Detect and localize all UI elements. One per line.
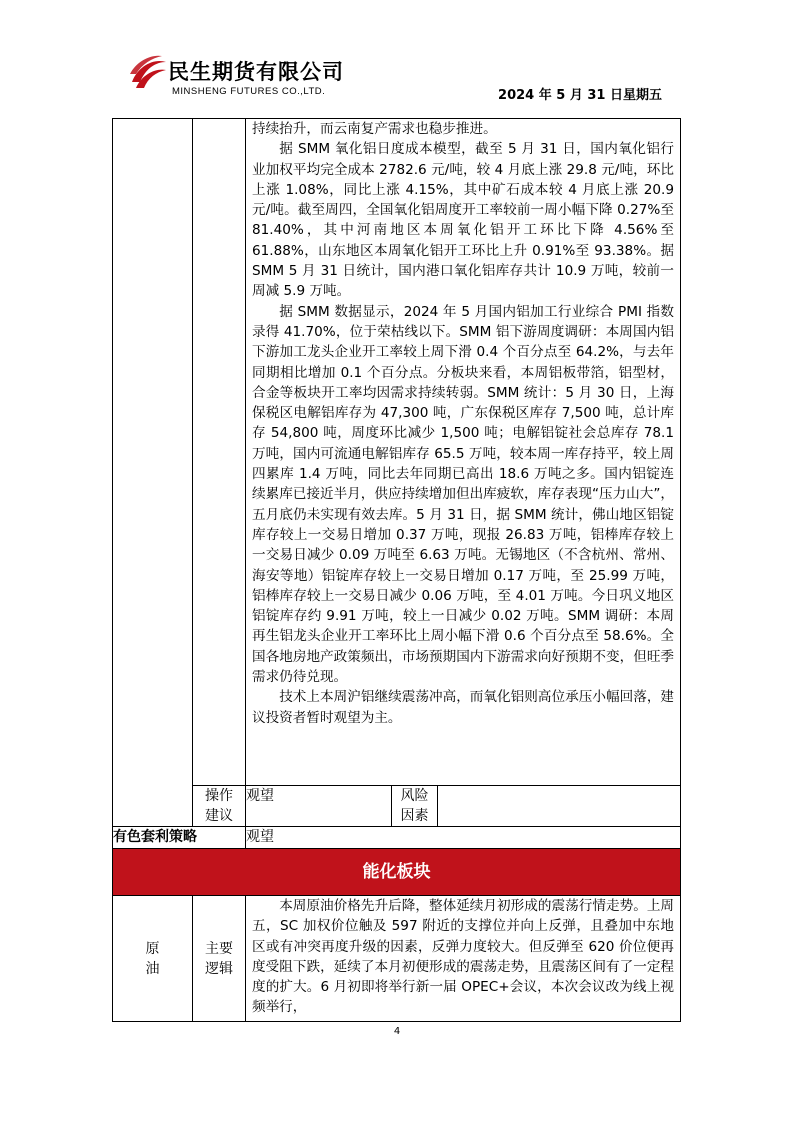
operation-label: 操作建议 bbox=[193, 786, 246, 827]
page-number: 4 bbox=[393, 1026, 401, 1037]
crude-oil-analysis-cell bbox=[246, 896, 681, 1022]
operation-value: 观望 bbox=[246, 786, 392, 827]
crude-oil-row bbox=[113, 896, 681, 1022]
arbitrage-label: 有色套利策略 bbox=[113, 827, 246, 849]
arbitrage-value: 观望 bbox=[246, 827, 681, 849]
energy-section-title: 能化板块 bbox=[113, 849, 681, 896]
risk-value bbox=[438, 786, 681, 827]
aluminum-analysis-cell bbox=[246, 119, 681, 786]
brand-name-cn: 民生期货有限公司 bbox=[168, 60, 344, 84]
report-date: 2024 年 5 月 31 日星期五 bbox=[498, 88, 662, 103]
aluminum-paragraph: 据 SMM 氧化铝日度成本模型，截至 5 月 31 日，国内氧化铝行业加权平均完全成本 2782.6 元/吨，较 4 月底上涨 29.8 元/吨，环比上涨 1.08%，同比上涨 4.15%，其中矿石成本较 4 月底上涨 20.9 元/吨。截至周四，全国氧化铝周度开工率较前一周小幅下降 0.27%至 81.40%，其中河南地区本周氧化铝开工环比下降 4.56%至 61.88%，山东地区本周氧化铝开工环比上升 0.91%至 93.38%。据 SMM 5 月 31 日统计，国内港口氧化铝库存共计 10.9 万吨，较前一周减 5.9 万吨。 bbox=[252, 141, 675, 300]
commodity-cell-empty bbox=[113, 119, 193, 827]
crude-oil-label bbox=[113, 896, 193, 1022]
main-logic-text: 主要逻辑 bbox=[205, 940, 233, 977]
aluminum-paragraph: 技术上本周沪铝继续震荡冲高，而氧化铝则高位承压小幅回落，建议投资者暂时观望为主。 bbox=[252, 689, 675, 726]
logic-label-cell-empty bbox=[193, 119, 246, 786]
aluminum-paragraph: 据 SMM 数据显示，2024 年 5 月国内铝加工行业综合 PMI 指数录得 41.70%，位于荣枯线以下。SMM 铝下游周度调研：本周国内铝下游加工龙头企业开工率较上周下滑 0.4 个百分点至 64.2%，与去年同期相比增加 0.1 个百分点。分板块来看，本周铝板带箔，铝型材，合金等板块开工率均因需求持续转弱。SMM 统计：5 月 30 日，上海保税区电解铝库存为 47,300 吨，广东保税区库存 7,500 吨，总计库存 54,800 吨，周度环比减少 1,500 吨；电解铝锭社会总库存 78.1 万吨，国内可流通电解铝库存 65.5 万吨，较本周一库存持平，较上周四累库 1.4 万吨，同比去年同期已高出 18.6 万吨之多。国内铝锭连续累库已接近半月，供应持续增加但出库疲软，库存表现“压力山大”，五月底仍未实现有效去库。5 月 31 日，据 SMM 统计，佛山地区铝锭库存较上一交易日增加 0.37 万吨，现报 26.83 万吨，铝棒库存较上一交易日减少 0.09 万吨至 6.63 万吨。无锡地区（不含杭州、常州、海安等地）铝锭库存较上一交易日增加 0.17 万吨，至 25.99 万吨，铝棒库存较上一交易日减少 0.06 万吨，至 4.01 万吨。今日巩义地区铝锭库存约 9.91 万吨，较上一日减少 0.02 万吨。SMM 调研：本周再生铝龙头企业开工率环比上周小幅下滑 0.6 个百分点至 58.6%。全国各地房地产政策频出，市场预期国内下游需求向好预期不变，但旺季需求仍待兑现。 bbox=[252, 303, 675, 686]
operation-row bbox=[113, 786, 681, 827]
page-header bbox=[0, 0, 794, 110]
strategy-table bbox=[112, 118, 681, 1022]
main-logic-label bbox=[193, 896, 246, 1022]
aluminum-paragraph: 持续抬升，而云南复产需求也稳步推进。 bbox=[252, 121, 497, 137]
crude-oil-paragraph: 本周原油价格先升后降，整体延续月初形成的震荡行情走势。上周五，SC 加权价位触及 597 附近的支撑位并向上反弹，且叠加中东地区或有冲突再度升级的因素，反弹力度较大。但反弹至 620 价位便再度受阻下跌，延续了本月初便形成的震荡走势，且震荡区间有了一定程度的扩大。6 月初即将举行新一届 OPEC+会议，本次会议改为线上视频举行， bbox=[252, 898, 675, 1016]
risk-label: 风险因素 bbox=[392, 786, 438, 827]
minsheng-logo-icon bbox=[128, 52, 168, 96]
brand-name-en: MINSHENG FUTURES CO.,LTD. bbox=[172, 86, 326, 97]
crude-oil-name: 原油 bbox=[145, 940, 160, 977]
arbitrage-row bbox=[113, 827, 681, 849]
aluminum-analysis-row bbox=[113, 119, 681, 786]
energy-section-row bbox=[113, 849, 681, 896]
